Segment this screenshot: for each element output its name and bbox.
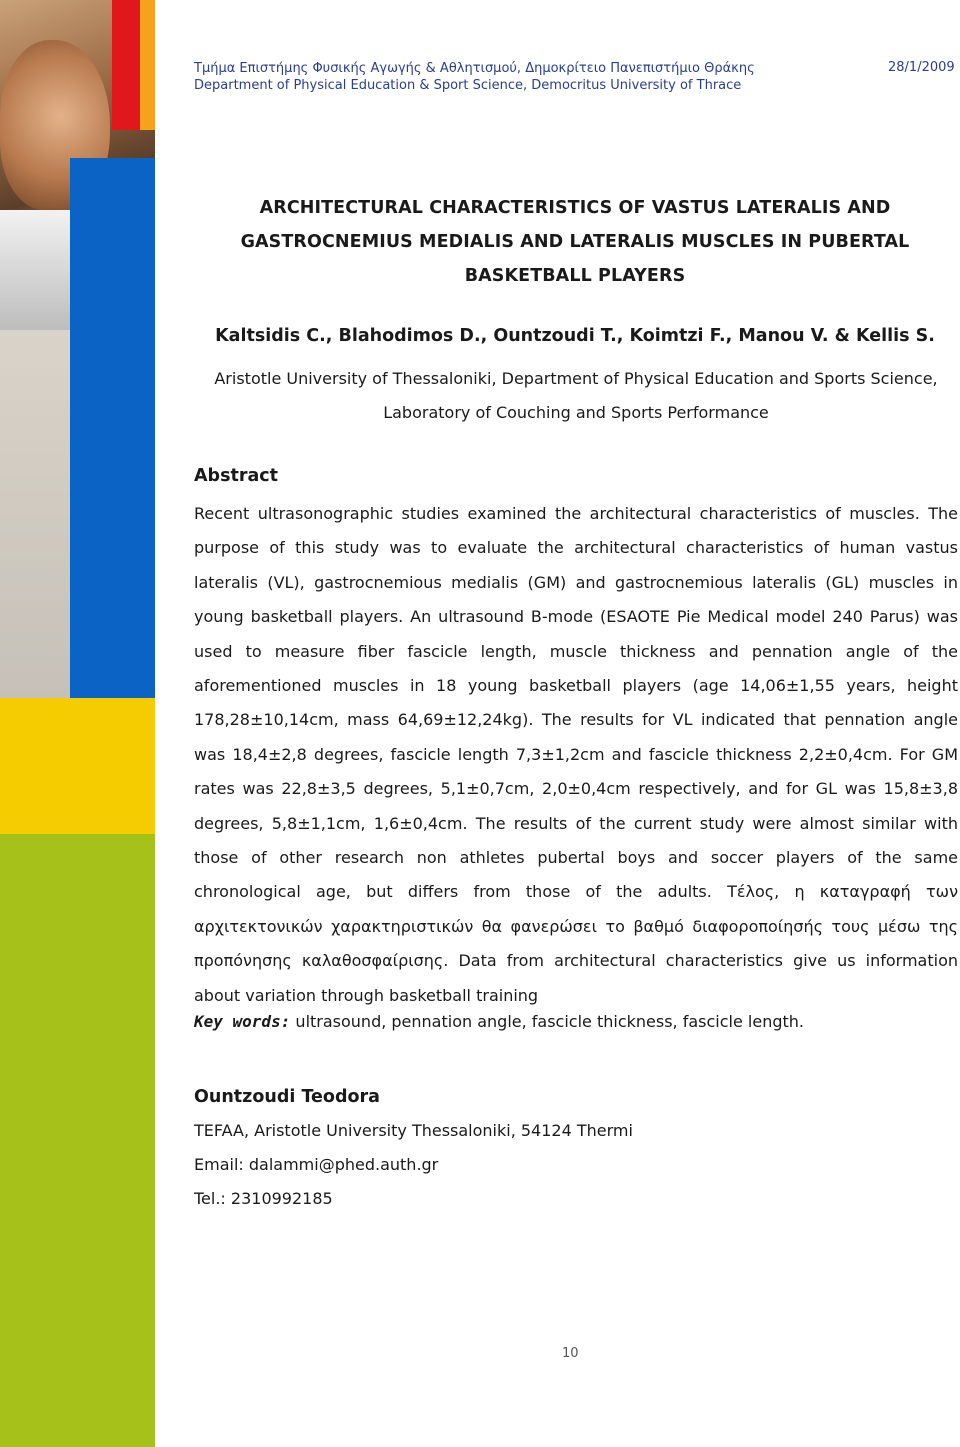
contact-name: Ountzoudi Teodora <box>194 1087 380 1107</box>
affiliation <box>194 362 958 430</box>
title-line: GASTROCNEMIUS MEDIALIS AND LATERALIS MUSCLES IN PUBERTAL <box>240 232 910 252</box>
decorative-side-strip <box>0 0 155 1447</box>
abstract-text-end: Data from architectural characteristics give us information about variation through basketball training <box>194 951 958 1005</box>
affiliation-line: Laboratory of Couching and Sports Performance <box>383 403 769 422</box>
page-number: 10 <box>562 1346 579 1361</box>
header-date: 28/1/2009 <box>888 60 955 75</box>
abstract-heading: Abstract <box>194 466 279 486</box>
title-line: BASKETBALL PLAYERS <box>464 266 686 286</box>
yellow-band <box>0 698 155 834</box>
contact-email: Email: dalammi@phed.auth.gr <box>194 1155 439 1174</box>
header-greek: Τμήμα Επιστήμης Φυσικής Αγωγής & Αθλητισμού, Δημοκρίτειο Πανεπιστήμιο Θράκης <box>194 61 755 76</box>
contact-block <box>194 1080 633 1216</box>
child-shirt-photo <box>0 210 70 330</box>
orange-band <box>140 0 155 130</box>
abstract-text-english: Recent ultrasonographic studies examined the architectural characteristics of muscles. The purpose of this study was to evaluate the architectural characteristics of human vastus lateralis (VL), gastrocnemious medialis (GM) and gastrocnemious lateralis (GL) muscles in young basketball players. An ultrasound B-mode (ESAOTE Pie Medical model 240 Parus) was used to measure fiber fascicle length, muscle thickness and pennation angle of the aforementioned muscles in 18 young basketball players (age 14,06±1,55 years, height 178,28±10,14cm, mass 64,69±12,24kg). The results for VL indicated that pennation angle was 18,4±2,8 degrees, fascicle length 7,3±1,2cm and fascicle thickness 2,2±0,4cm. For GM rates was 22,8±3,5 degrees, 5,1±0,7cm, 2,0±0,4cm respectively, and for GL was 15,8±3,8 degrees, 5,8±1,1cm, 1,6±0,4cm. The results of the current study were almost similar with those of other research non athletes pubertal boys and soccer players of the same chronological age, but differs from those of the adults. <box>194 504 958 902</box>
keywords-label: Key words: <box>194 1012 291 1031</box>
keywords-text: ultrasound, pennation angle, fascicle thickness, fascicle length. <box>295 1012 804 1031</box>
header-english: Department of Physical Education & Sport Science, Democritus University of Thrace <box>194 78 742 93</box>
author-list: Kaltsidis C., Blahodimos D., Ountzoudi T., Koimtzi F., Manou V. & Kellis S. <box>215 326 935 346</box>
contact-phone: Tel.: 2310992185 <box>194 1189 333 1208</box>
affiliation-line: Aristotle University of Thessaloniki, Department of Physical Education and Sports Science, <box>214 369 938 388</box>
abstract-text-greek: Τέλος, η καταγραφή των αρχιτεκτονικών χαρακτηριστικών θα φανερώσει το βαθμό διαφοροποίησής τους μέσω της προπόνησης καλαθοσφαίρισης. <box>194 882 959 971</box>
keywords <box>194 1012 804 1031</box>
photo-lower-band <box>0 330 70 698</box>
title-line: ARCHITECTURAL CHARACTERISTICS OF VASTUS LATERALIS AND <box>259 198 891 218</box>
abstract-body <box>194 497 958 1013</box>
blue-band <box>70 158 155 698</box>
running-header <box>194 60 755 94</box>
paper-title <box>200 191 950 293</box>
green-band <box>0 834 155 1447</box>
contact-address: TEFAA, Aristotle University Thessaloniki, 54124 Thermi <box>194 1121 633 1140</box>
